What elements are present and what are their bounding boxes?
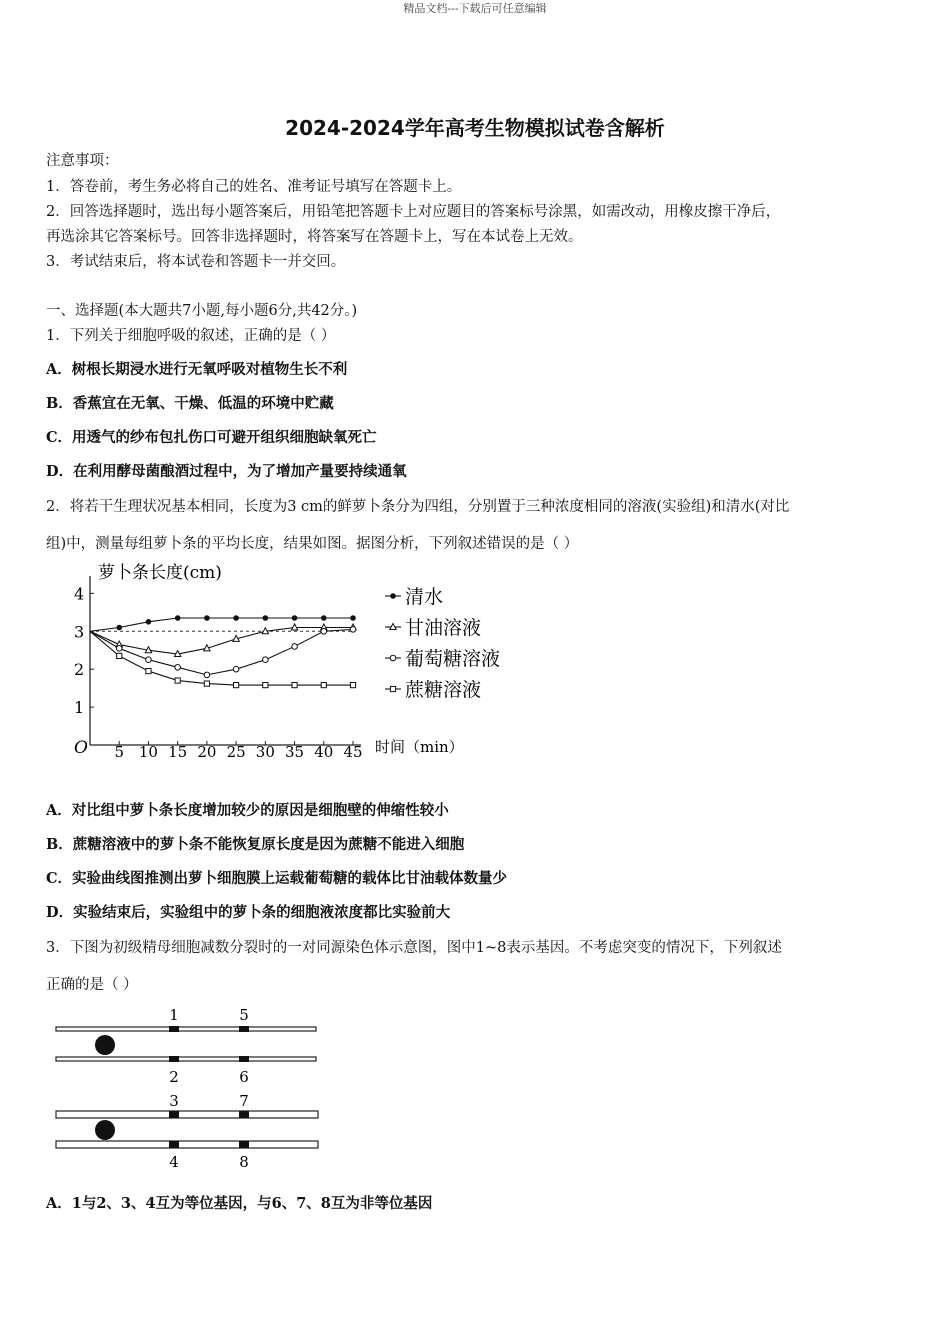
- data-point: [292, 644, 298, 650]
- q1-option-a: A．树根长期浸水进行无氧呼吸对植物生长不利: [46, 361, 348, 378]
- radish-length-chart: [60, 560, 530, 775]
- chromatid: [56, 1027, 316, 1031]
- gene-label: 6: [239, 1068, 249, 1086]
- data-point: [204, 672, 210, 678]
- data-point: [146, 619, 152, 625]
- data-point: [263, 615, 269, 621]
- y-axis-label: 萝卜条长度(cm): [98, 563, 222, 583]
- data-point: [234, 683, 239, 688]
- gene-label: 3: [169, 1092, 179, 1110]
- data-point: [350, 627, 356, 633]
- gene-locus: [169, 1111, 179, 1118]
- y-tick-label: 4: [74, 584, 85, 604]
- gene-locus: [239, 1026, 249, 1032]
- q2-option-d: D．实验结束后，实验组中的萝卜条的细胞液浓度都比实验前大: [46, 904, 451, 921]
- gene-locus: [169, 1141, 179, 1148]
- series-line: [90, 631, 353, 685]
- question-2-stem-cont: 组)中，测量每组萝卜条的平均长度，结果如图。据图分析，下列叙述错误的是（ ）: [46, 536, 579, 552]
- q1-option-d: D．在利用酵母菌酿酒过程中，为了增加产量要持续通氧: [46, 463, 407, 480]
- series-line: [90, 618, 353, 631]
- gene-label: 5: [239, 1006, 249, 1024]
- x-tick-label: 35: [285, 743, 305, 761]
- legend-label: 蔗糖溶液: [405, 679, 482, 701]
- data-point: [321, 615, 327, 621]
- chart-series: [90, 615, 356, 687]
- x-axis-label: 时间（min）: [375, 738, 464, 756]
- y-tick-label: 2: [74, 660, 85, 680]
- data-point: [175, 664, 181, 670]
- legend-label: 葡萄糖溶液: [405, 648, 501, 670]
- data-point: [292, 683, 297, 688]
- section-heading: 一、选择题(本大题共7小题,每小题6分,共42分。): [46, 303, 358, 319]
- data-point: [204, 615, 210, 621]
- data-point: [116, 646, 122, 652]
- centromere: [95, 1035, 115, 1055]
- data-point: [116, 625, 122, 631]
- x-tick-label: 25: [226, 743, 246, 761]
- question-1-stem: 1．下列关于细胞呼吸的叙述，正确的是（ ）: [46, 328, 336, 344]
- notice-item: 1．答卷前，考生务必将自己的姓名、准考证号填写在答题卡上。: [46, 179, 462, 195]
- data-point: [146, 657, 152, 663]
- q1-option-c: C．用透气的纱布包扎伤口可避开组织细胞缺氧死亡: [46, 429, 377, 446]
- gene-locus: [169, 1026, 179, 1032]
- gene-label: 1: [169, 1006, 179, 1024]
- notice-item: 再选涂其它答案标号。回答非选择题时，将答案写在答题卡上，写在本试卷上无效。: [46, 229, 583, 245]
- data-point: [175, 615, 181, 621]
- origin-label: O: [74, 738, 88, 758]
- data-point: [321, 683, 326, 688]
- data-point: [204, 681, 209, 686]
- data-point: [263, 683, 268, 688]
- data-point: [390, 686, 395, 691]
- gene-label: 7: [239, 1092, 249, 1110]
- gene-label: 2: [169, 1068, 179, 1086]
- notice-item: 3．考试结束后，将本试卷和答题卡一并交回。: [46, 254, 346, 270]
- question-2-stem: 2．将若干生理状况基本相同，长度为3 cm的鲜萝卜条分为四组，分别置于三种浓度相同的溶液(实验组)和清水(对比: [46, 499, 790, 515]
- chart-legend: [385, 586, 500, 701]
- x-tick-label: 5: [114, 743, 124, 761]
- data-point: [233, 666, 239, 672]
- gene-locus: [239, 1056, 249, 1062]
- chromatid: [56, 1111, 318, 1118]
- chromatid: [56, 1057, 316, 1061]
- q2-option-a: A．对比组中萝卜条长度增加较少的原因是细胞壁的伸缩性较小: [46, 802, 449, 819]
- x-tick-label: 45: [343, 743, 363, 761]
- question-3-stem-cont: 正确的是（ ）: [46, 977, 138, 993]
- gene-locus: [239, 1141, 249, 1148]
- homologous-chromosome-diagram: [50, 1000, 330, 1180]
- x-tick-label: 40: [314, 743, 334, 761]
- data-point: [175, 678, 180, 683]
- data-point: [146, 668, 151, 673]
- question-3-stem: 3．下图为初级精母细胞减数分裂时的一对同源染色体示意图，图中1~8表示基因。不考虑突变的情况下，下列叙述: [46, 940, 782, 956]
- notice-item: 2．回答选择题时，选出每小题答案后，用铅笔把答题卡上对应题目的答案标号涂黑，如需改动，用橡皮擦干净后，: [46, 204, 781, 220]
- data-point: [390, 655, 396, 661]
- header-note: 精品文档---下载后可任意编辑: [403, 2, 547, 15]
- x-tick-label: 10: [138, 743, 158, 761]
- data-point: [350, 683, 355, 688]
- data-point: [350, 615, 356, 621]
- q2-option-c: C．实验曲线图推测出萝卜细胞膜上运载葡萄糖的载体比甘油载体数量少: [46, 870, 508, 887]
- legend-label: 甘油溶液: [405, 617, 482, 639]
- data-point: [263, 657, 269, 663]
- y-tick-label: 3: [74, 622, 85, 642]
- notice-heading: 注意事项：: [46, 153, 119, 169]
- centromere: [95, 1120, 115, 1140]
- y-tick-label: 1: [74, 698, 85, 718]
- x-tick-label: 20: [197, 743, 217, 761]
- gene-locus: [169, 1056, 179, 1062]
- legend-label: 清水: [405, 586, 444, 608]
- x-tick-label: 30: [255, 743, 275, 761]
- data-point: [117, 653, 122, 658]
- page-title: 2024-2024学年高考生物模拟试卷含解析: [285, 116, 665, 140]
- data-point: [233, 615, 239, 621]
- q1-option-b: B．香蕉宜在无氧、干燥、低温的环境中贮藏: [46, 395, 334, 412]
- gene-label: 4: [169, 1153, 179, 1171]
- q3-option-a: A．1与2、3、4互为等位基因，与6、7、8互为非等位基因: [46, 1195, 433, 1212]
- chromatid: [56, 1141, 318, 1148]
- x-tick-label: 15: [168, 743, 188, 761]
- data-point: [321, 628, 327, 634]
- data-point: [390, 593, 396, 599]
- gene-label: 8: [239, 1153, 249, 1171]
- series-line: [90, 629, 353, 674]
- gene-locus: [239, 1111, 249, 1118]
- q2-option-b: B．蔗糖溶液中的萝卜条不能恢复原长度是因为蔗糖不能进入细胞: [46, 836, 465, 853]
- data-point: [292, 615, 298, 621]
